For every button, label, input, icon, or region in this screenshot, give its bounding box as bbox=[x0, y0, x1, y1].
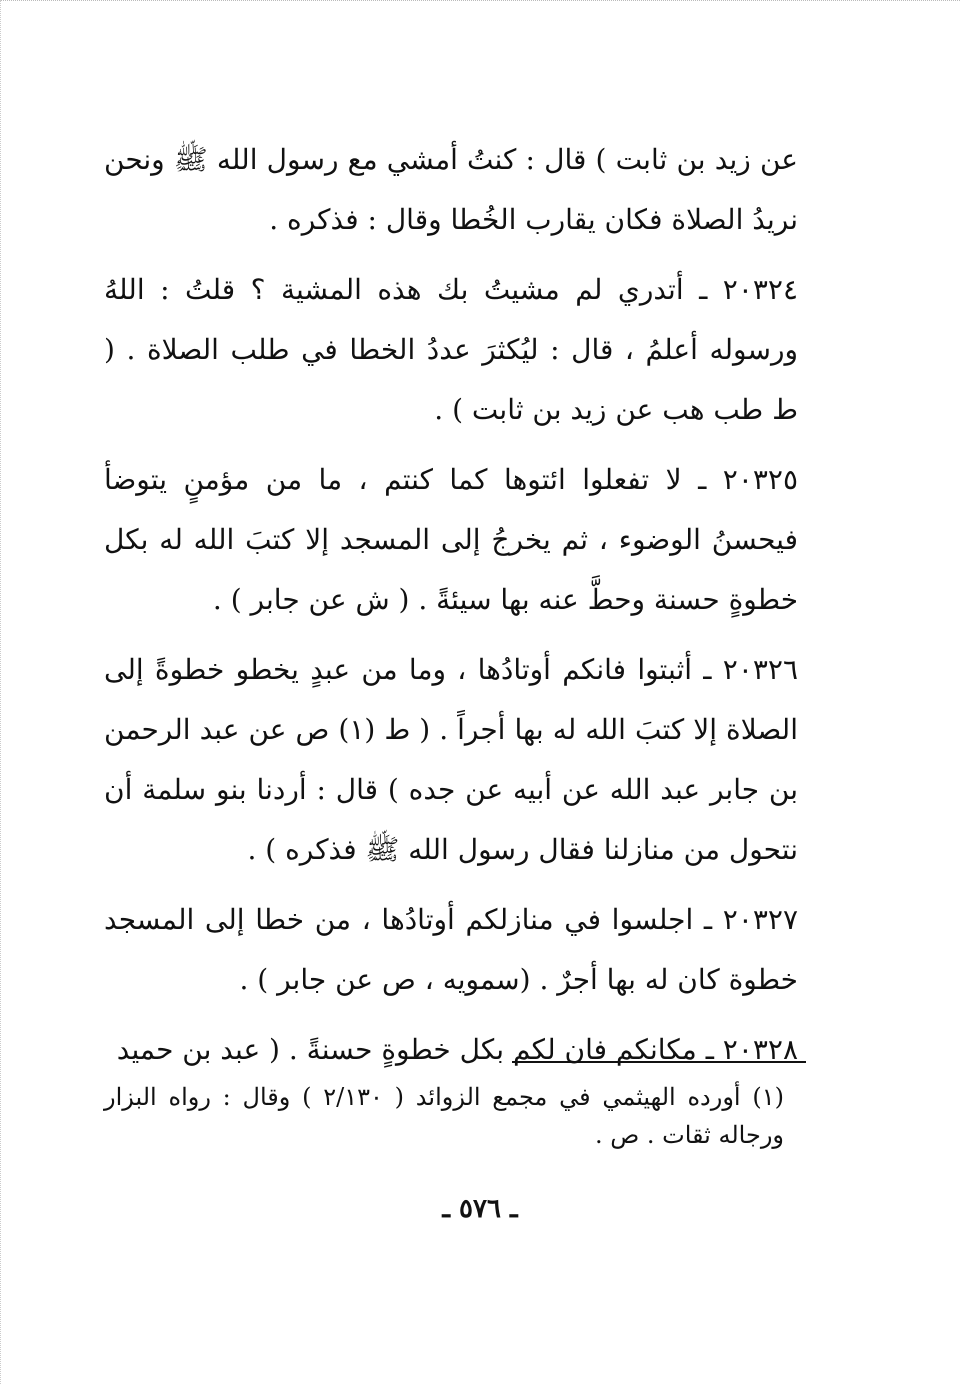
paragraph-hadith-20328: ٢٠٣٢٨ ـ مكانكم فان لكم بكل خطوةٍ حسنةً . ( عبد بن حميد bbox=[116, 1033, 798, 1066]
paragraph-hadith-20324: ٢٠٣٢٤ ـ أتدري لم مشيتُ بك هذه المشية ؟ قلتُ : اللهُ ورسوله أعلمُ ، قال : ليُكثرَ عددُ الخطا في طلب الصلاة . ( ط طب هب عن زيد بن ثابت ) . bbox=[104, 273, 798, 426]
paragraph-1: عن زيد بن ثابت ) قال : كنتُ أمشي مع رسول الله ﷺ ونحن نريدُ الصلاة فكان يقارب الخُطا وقال : فذكره . bbox=[104, 143, 798, 236]
scan-border-top bbox=[0, 0, 960, 7]
paragraph-hadith-20325: ٢٠٣٢٥ ـ لا تفعلوا ائتوها كما كنتم ، ما من مؤمنٍ يتوضأ فيحسنُ الوضوء ، ثم يخرجُ إلى المسجد إلا كتبَ الله له بكل خطوةٍ حسنة وحطَّ عنه بها سيئةً . ( ش عن جابر ) . bbox=[104, 463, 798, 616]
footnote-divider bbox=[512, 1061, 806, 1063]
main-text bbox=[104, 130, 798, 1090]
paragraph-hadith-20327: ٢٠٣٢٧ ـ اجلسوا في منازلكم أوتادُها ، من خطا إلى المسجد خطوة كان له بها أجرٌ . (سمويه ، ص عن جابر ) . bbox=[104, 903, 798, 996]
scan-border-left bbox=[0, 0, 5, 1384]
page-number: ـ ٥٧٦ ـ bbox=[442, 1194, 518, 1224]
paragraph-hadith-20326: ٢٠٣٢٦ ـ أثبتوا فانكم أوتادُها ، وما من عبدٍ يخطو خطوةً إلى الصلاة إلا كتبَ الله له بها أجراً . ( ط (١) ص عن عبد الرحمن بن جابر عبد الله عن أبيه عن جده ) قال : أردنا بنو سلمة أن نتحول من منازلنا فقال رسول الله ﷺ فذكره ) . bbox=[104, 653, 798, 866]
footnote: (١) أورده الهيثمي في مجمع الزوائد ( ٢/١٣٠ ) وقال : رواه البزار ورجاله ثقات . ص . bbox=[104, 1083, 784, 1149]
